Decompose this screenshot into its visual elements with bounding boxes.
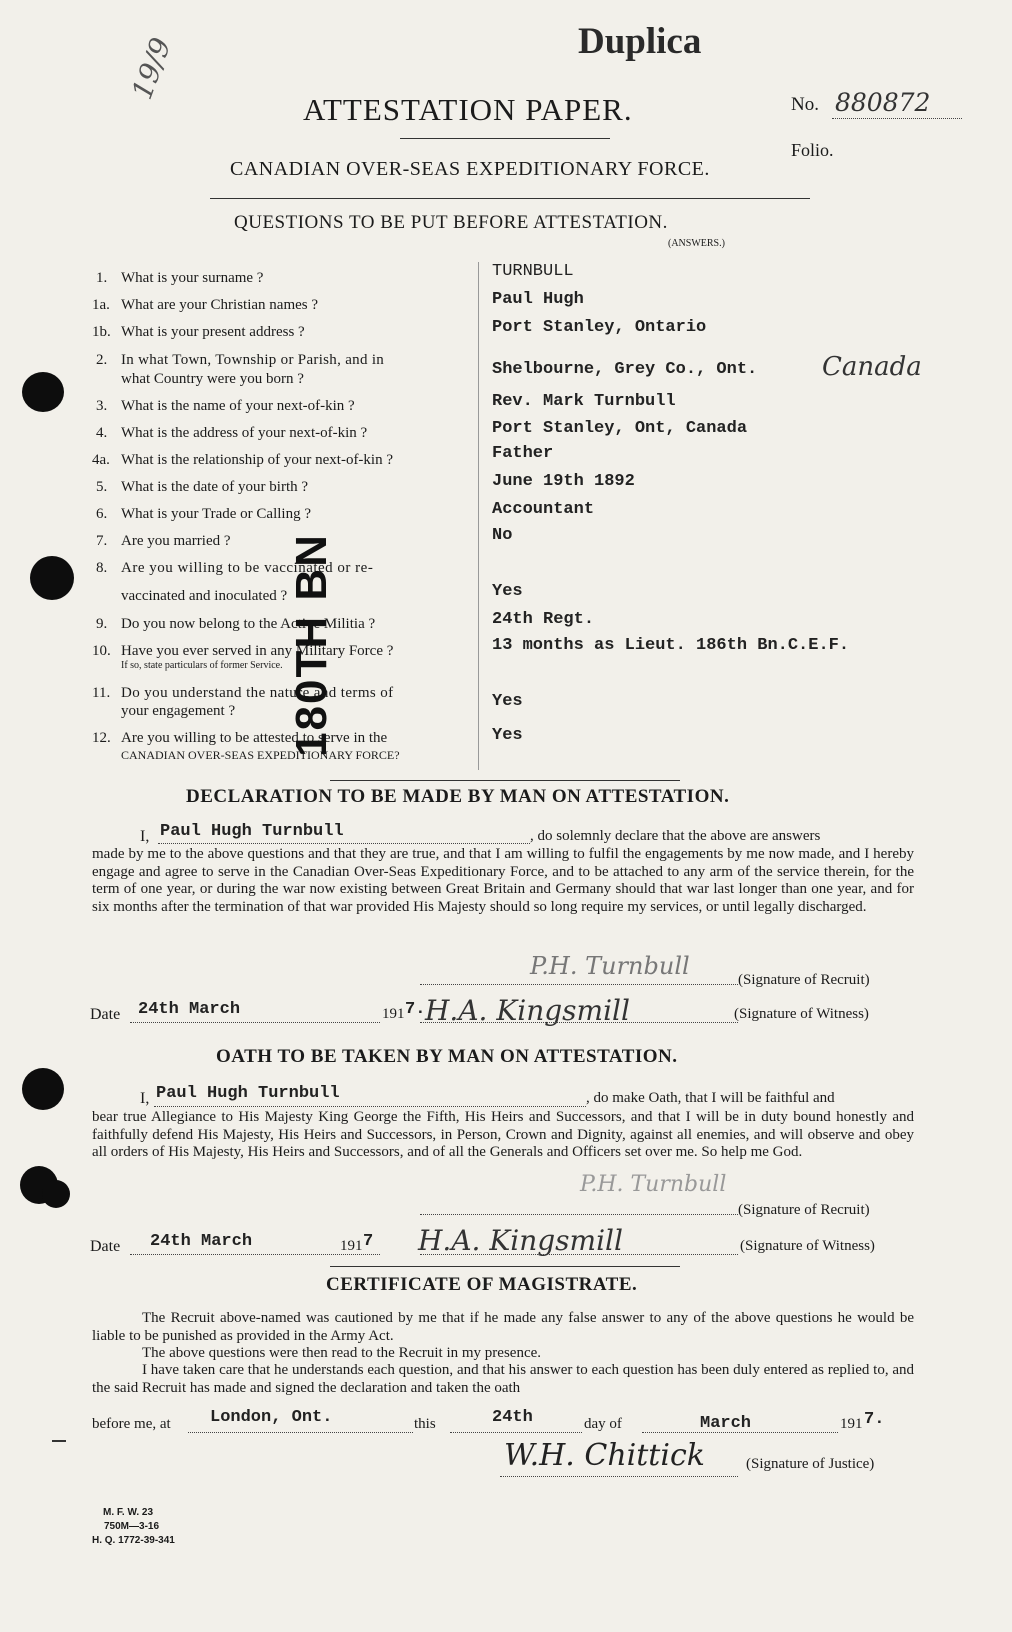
declaration-witness-signature: H.A. Kingsmill <box>425 994 630 1027</box>
justice-sig-label: (Signature of Justice) <box>746 1456 875 1472</box>
declaration-witness-sig-line <box>420 1022 738 1023</box>
declaration-date-value: 24th March <box>138 1000 241 1019</box>
justice-signature: W.H. Chittick <box>504 1438 705 1473</box>
declaration-body: made by me to the above questions and that they are true, and that I am willing to fulfil the engagements by me now made, and I hereby engage and agree to serve in the Canadian Over-Seas Expeditionary Force, and to be attached to any arm of the service therein, for the term of one year, or during the war now existing between Great Britain and Germany should that war last longer than one year, and for six months after the termination of that war provided His Majesty should so long require my services, or until legally discharged. <box>92 846 914 915</box>
answer-relationship: Father <box>492 444 554 463</box>
answer-militia: 24th Regt. <box>492 610 595 629</box>
footer-hq-number: H. Q. 1772-39-341 <box>92 1535 175 1546</box>
punch-hole <box>22 1068 64 1110</box>
answer-birth-date: June 19th 1892 <box>492 472 635 491</box>
answer-married: No <box>492 526 513 545</box>
certificate-paragraph-1: The Recruit above-named was cautioned by me that if he made any false answer to any of the above questions he would be liable to be punished as provided in the Army Act. <box>92 1310 914 1344</box>
question-text: Do you understand the nature and terms of <box>121 685 394 701</box>
oath-recruit-signature: P.H. Turnbull <box>580 1172 727 1197</box>
declaration-date-label: Date <box>90 1006 121 1023</box>
title-rule <box>400 138 610 139</box>
question-number: 1. <box>96 270 108 286</box>
question-text: Do you now belong to the Active Militia ? <box>121 616 376 632</box>
certificate-paragraph-2: The above questions were then read to the Recruit in my presence. <box>142 1345 542 1361</box>
question-number: 7. <box>96 533 108 549</box>
certificate-place-line <box>188 1432 413 1433</box>
punch-hole <box>30 556 74 600</box>
question-text: Are you married ? <box>121 533 231 549</box>
justice-sig-line <box>500 1476 738 1477</box>
question-text: If so, state particulars of former Service. <box>121 660 283 671</box>
document-title: ATTESTATION PAPER. <box>303 92 633 127</box>
answer-christian-names: Paul Hugh <box>492 290 584 309</box>
oath-recruit-sig-line <box>420 1214 738 1215</box>
question-number: 10. <box>92 643 111 659</box>
answer-birthplace: Shelbourne, Grey Co., Ont. <box>492 360 758 379</box>
question-text: what Country were you born ? <box>121 371 304 387</box>
oath-date-value: 24th March <box>150 1232 253 1251</box>
question-number: 11. <box>92 685 111 701</box>
oath-heading: OATH TO BE TAKEN BY MAN ON ATTESTATION. <box>216 1046 678 1067</box>
certificate-paragraph-3: I have taken care that he understands each question, and that his answer to each question has been duly entered as replied to, and the said Recruit has made and signed the declaration and taken the oath <box>92 1362 914 1396</box>
question-text: What is the date of your birth ? <box>121 479 309 495</box>
answer-military-service: 13 months as Lieut. 186th Bn.C.E.F. <box>492 636 850 655</box>
battalion-stamp: 180TH BN <box>286 533 336 757</box>
declaration-heading: DECLARATION TO BE MADE BY MAN ON ATTESTATION. <box>186 786 730 807</box>
question-text: CANADIAN OVER-SEAS EXPEDITIONARY FORCE? <box>121 748 400 762</box>
declaration-witness-sig-label: (Signature of Witness) <box>734 1006 869 1022</box>
oath-body: bear true Allegiance to His Majesty King George the Fifth, His Heirs and Successors, and that I will be in duty bound honestly and faithfully defend His Majesty, His Heirs and Successors, in Person, Crown and Dignity, against all enemies, and will observe and obey all orders of His Majesty, His Heirs and Successors, and of all the Generals and Officers set over me. So help me God. <box>92 1109 914 1160</box>
question-text: What is the relationship of your next-of-kin ? <box>121 452 394 468</box>
punch-hole <box>22 372 64 412</box>
certificate-day: 24th <box>492 1408 533 1427</box>
oath-year-digit: 7 <box>363 1232 374 1251</box>
declaration-recruit-sig-label: (Signature of Recruit) <box>738 972 870 988</box>
footer-form-number: M. F. W. 23 <box>103 1507 154 1518</box>
answer-vaccinated: Yes <box>492 582 523 601</box>
answer-present-address: Port Stanley, Ontario <box>492 318 707 337</box>
certificate-day-label: day of <box>584 1416 622 1432</box>
question-number: 8. <box>96 560 108 576</box>
question-number: 2. <box>96 352 108 368</box>
folio-label: Folio. <box>791 140 834 160</box>
question-text: What is your present address ? <box>121 324 305 340</box>
question-number: 12. <box>92 730 111 746</box>
header-rule <box>210 198 810 199</box>
declaration-prefix: I, <box>140 828 150 845</box>
answer-next-of-kin-address: Port Stanley, Ont, Canada <box>492 419 748 438</box>
question-number: 1a. <box>92 297 110 313</box>
question-text: What is the address of your next-of-kin ? <box>121 425 368 441</box>
question-number: 3. <box>96 398 108 414</box>
question-text: Have you ever served in any Military Force ? <box>121 643 394 659</box>
question-text: Are you willing to be attested to serve in the <box>121 730 388 746</box>
declaration-name: Paul Hugh Turnbull <box>160 822 344 841</box>
number-label: No. <box>791 94 819 115</box>
margin-mark <box>52 1440 66 1442</box>
declaration-date-line <box>130 1022 380 1023</box>
oath-recruit-sig-label: (Signature of Recruit) <box>738 1202 870 1218</box>
declaration-year-digit: 7. <box>405 1000 426 1019</box>
certificate-day-line <box>450 1432 582 1433</box>
question-text: What are your Christian names ? <box>121 297 319 313</box>
answers-label: (ANSWERS.) <box>668 238 725 249</box>
answer-trade: Accountant <box>492 500 595 519</box>
answer-surname: TURNBULL <box>492 262 574 281</box>
certificate-this-label: this <box>414 1416 436 1432</box>
declaration-recruit-signature: P.H. Turnbull <box>530 952 690 980</box>
oath-name: Paul Hugh Turnbull <box>156 1084 340 1103</box>
oath-prefix: I, <box>140 1090 150 1107</box>
certificate-month-line <box>642 1432 838 1433</box>
question-text: In what Town, Township or Parish, and in <box>121 352 385 368</box>
answer-birthplace-country: Canada <box>822 352 922 382</box>
number-line <box>832 118 962 119</box>
duplicate-stamp: Duplica <box>578 21 702 62</box>
answer-willing-to-serve: Yes <box>492 726 523 745</box>
question-text: your engagement ? <box>121 703 236 719</box>
oath-witness-sig-line <box>420 1254 738 1255</box>
answer-next-of-kin: Rev. Mark Turnbull <box>492 392 676 411</box>
question-number: 4. <box>96 425 108 441</box>
question-text: What is your surname ? <box>121 270 264 286</box>
declaration-recruit-sig-line <box>420 984 738 985</box>
oath-witness-signature: H.A. Kingsmill <box>418 1224 623 1257</box>
number-value: 880872 <box>835 88 931 117</box>
certificate-month: March <box>700 1414 752 1433</box>
question-number: 4a. <box>92 452 110 468</box>
question-text: What is your Trade or Calling ? <box>121 506 311 522</box>
punch-hole <box>42 1180 70 1208</box>
section-rule <box>330 780 680 781</box>
question-text: vaccinated and inoculated ? <box>121 588 288 604</box>
question-text: What is the name of your next-of-kin ? <box>121 398 355 414</box>
certificate-before-label: before me, at <box>92 1416 171 1432</box>
footer-print-run: 750M—3-16 <box>104 1521 160 1532</box>
oath-line1-tail: , do make Oath, that I will be faithful and <box>586 1090 835 1106</box>
certificate-heading: CERTIFICATE OF MAGISTRATE. <box>326 1274 638 1295</box>
answer-understand-terms: Yes <box>492 692 523 711</box>
questions-heading: QUESTIONS TO BE PUT BEFORE ATTESTATION. <box>234 212 668 233</box>
oath-witness-sig-label: (Signature of Witness) <box>740 1238 875 1254</box>
declaration-name-line <box>158 843 530 844</box>
question-number: 1b. <box>92 324 111 340</box>
margin-note: 19/9 <box>125 33 178 104</box>
certificate-year-prefix: 191 <box>840 1416 863 1432</box>
oath-year-prefix: 191 <box>340 1238 363 1254</box>
section-rule <box>330 1266 680 1267</box>
declaration-year-prefix: 191 <box>382 1006 405 1022</box>
question-text: Are you willing to be vaccinated or re- <box>121 560 374 576</box>
question-number: 6. <box>96 506 108 522</box>
certificate-place: London, Ont. <box>210 1408 333 1427</box>
declaration-line1-tail: , do solemnly declare that the above are answers <box>530 828 821 844</box>
question-number: 9. <box>96 616 108 632</box>
oath-date-label: Date <box>90 1238 121 1255</box>
certificate-year-digit: 7. <box>864 1410 885 1429</box>
oath-name-line <box>154 1106 586 1107</box>
document-subtitle: CANADIAN OVER-SEAS EXPEDITIONARY FORCE. <box>230 158 710 180</box>
question-number: 5. <box>96 479 108 495</box>
answer-column-divider <box>478 262 479 770</box>
